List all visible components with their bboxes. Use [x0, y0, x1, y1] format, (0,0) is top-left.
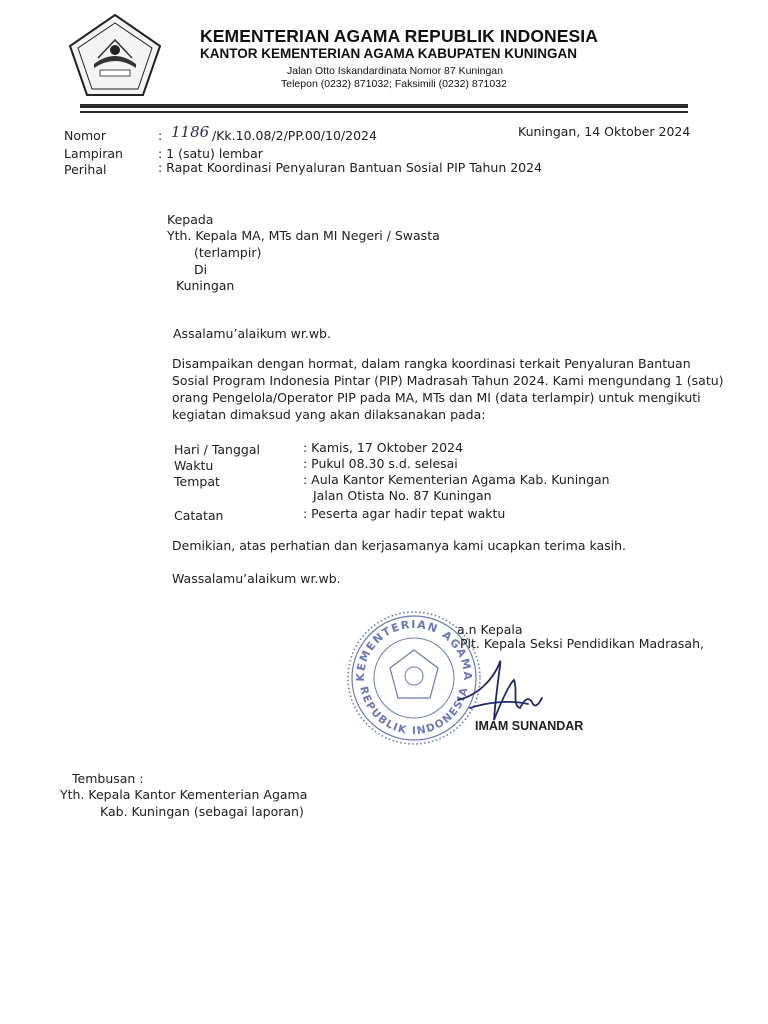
stamp-top-text: KEMENTERIAN AGAMA [353, 617, 475, 682]
paragraph-line: kegiatan dimaksud yang akan dilaksanakan pada: [172, 407, 486, 422]
tembusan-label: Tembusan : [72, 771, 144, 786]
recipient-line1: Yth. Kepala MA, MTs dan MI Negeri / Swasta [167, 228, 440, 243]
office-phone: Telepon (0232) 871032; Faksimili (0232) 871032 [281, 78, 507, 90]
detail-label-place: Tempat [174, 474, 220, 489]
detail-value-time: : Pukul 08.30 s.d. selesai [303, 456, 458, 471]
ministry-logo [66, 12, 164, 98]
office-address: Jalan Otto Iskandardinata Nomor 87 Kuningan [287, 65, 503, 77]
lampiran-value: : 1 (satu) lembar [158, 146, 263, 161]
recipient-line2: (terlampir) [194, 245, 262, 260]
farewell: Wassalamu’alaikum wr.wb. [172, 571, 341, 586]
lampiran-label: Lampiran [64, 146, 123, 161]
detail-value-place-address: Jalan Otista No. 87 Kuningan [313, 488, 492, 503]
signature-an: a.n Kepala [457, 622, 523, 637]
paragraph-line: Disampaikan dengan hormat, dalam rangka koordinasi terkait Penyaluran Bantuan [172, 356, 691, 371]
office-subtitle: KANTOR KEMENTERIAN AGAMA KABUPATEN KUNINGAN [200, 46, 577, 61]
detail-value-place: : Aula Kantor Kementerian Agama Kab. Kuningan [303, 472, 610, 487]
signature-position: Plt. Kepala Seksi Pendidikan Madrasah, [460, 636, 704, 651]
recipient-kepada: Kepada [167, 212, 214, 227]
detail-value-note: : Peserta agar hadir tepat waktu [303, 506, 506, 521]
recipient-line3: Di [194, 262, 208, 277]
tembusan-line2: Kab. Kuningan (sebagai laporan) [100, 804, 304, 819]
paragraph-line: orang Pengelola/Operator PIP pada MA, MTs dan MI (data terlampir) untuk mengikuti [172, 390, 701, 405]
detail-label-note: Catatan [174, 508, 224, 523]
place-date: Kuningan, 14 Oktober 2024 [518, 124, 691, 139]
signatory-name: IMAM SUNANDAR [475, 719, 584, 733]
tembusan-line1: Yth. Kepala Kantor Kementerian Agama [60, 787, 308, 802]
nomor-colon: : [158, 128, 163, 143]
header-divider-thick [80, 104, 688, 108]
paragraph-line: Sosial Program Indonesia Pintar (PIP) Madrasah Tahun 2024. Kami mengundang 1 (satu) [172, 373, 724, 388]
nomor-label: Nomor [64, 128, 106, 143]
perihal-label: Perihal [64, 162, 107, 177]
nomor-handwritten: 1186 [171, 123, 210, 141]
detail-label-date: Hari / Tanggal [174, 442, 260, 457]
stamp-bottom-text: REPUBLIK INDONESIA [357, 685, 471, 738]
detail-label-time: Waktu [174, 458, 214, 473]
ministry-title: KEMENTERIAN AGAMA REPUBLIK INDONESIA [200, 26, 599, 46]
greeting: Assalamu’alaikum wr.wb. [173, 326, 331, 341]
perihal-value: : Rapat Koordinasi Penyaluran Bantuan Sosial PIP Tahun 2024 [158, 160, 543, 175]
closing-sentence: Demikian, atas perhatian dan kerjasamanya kami ucapkan terima kasih. [172, 538, 627, 553]
header-divider-thin [80, 111, 688, 113]
detail-value-date: : Kamis, 17 Oktober 2024 [303, 440, 463, 455]
nomor-value: /Kk.10.08/2/PP.00/10/2024 [212, 128, 377, 143]
recipient-line4: Kuningan [176, 278, 235, 293]
